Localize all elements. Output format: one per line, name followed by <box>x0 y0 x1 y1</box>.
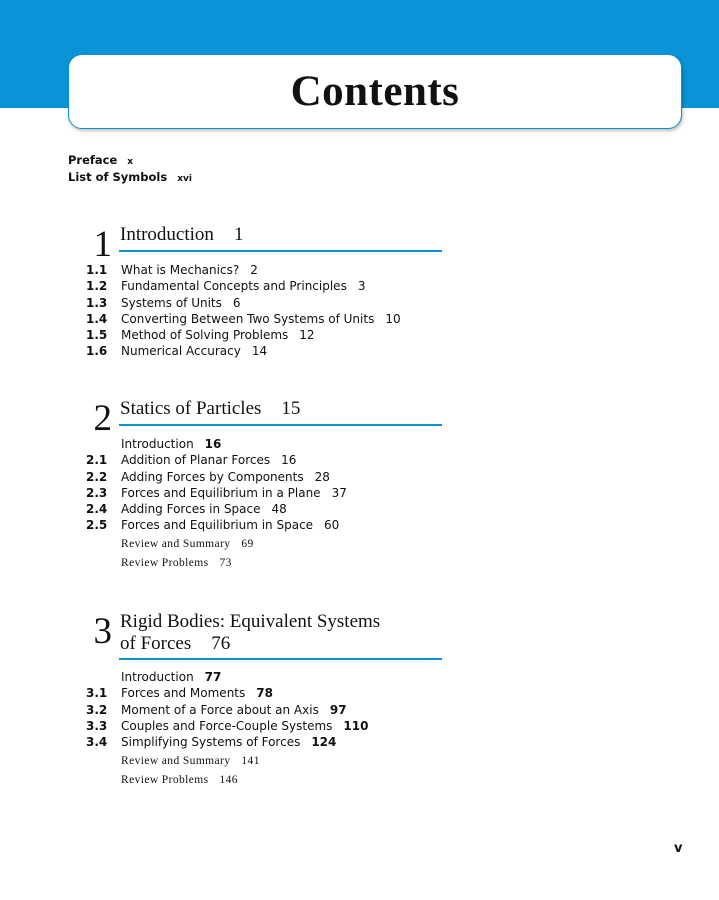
chapter-page: 15 <box>281 398 301 419</box>
chapter-number: 2 <box>93 398 112 439</box>
chapter-title-line1: Rigid Bodies: Equivalent Systems <box>120 611 381 632</box>
toc-entry-review-problems[interactable] <box>121 557 232 569</box>
section-number: 2.3 <box>86 486 108 500</box>
front-matter-label: List of Symbols <box>68 170 168 184</box>
review-title: Review Problems <box>121 774 209 786</box>
toc-entry-review-summary[interactable] <box>121 538 254 550</box>
toc-entry-list-of-symbols[interactable] <box>68 170 192 184</box>
page-number: xvi <box>177 174 192 184</box>
toc-entry-preface[interactable] <box>68 153 133 167</box>
page-title: Contents <box>290 68 460 115</box>
page-number: 37 <box>331 486 347 500</box>
section-title: Adding Forces in Space <box>121 502 261 516</box>
section-number: 2.1 <box>86 453 108 467</box>
chapter-number: 1 <box>93 224 112 265</box>
page-number: 6 <box>232 296 241 310</box>
section-title: Forces and Moments <box>121 686 246 700</box>
intro-title: Introduction <box>121 437 194 451</box>
section-number: 1.3 <box>86 296 108 310</box>
page-number: 16 <box>281 453 297 467</box>
page-number: 124 <box>311 735 337 749</box>
section-title: Method of Solving Problems <box>121 328 289 342</box>
chapter-title-line2: of Forces <box>120 633 192 654</box>
page-number: 12 <box>299 328 315 342</box>
title-box <box>68 54 682 129</box>
section-number: 2.2 <box>86 470 108 484</box>
section-number: 3.2 <box>86 703 108 717</box>
section-title: Addition of Planar Forces <box>121 453 271 467</box>
front-matter-label: Preface <box>68 153 118 167</box>
page-number: 73 <box>219 557 232 569</box>
chapter-title[interactable] <box>120 224 440 246</box>
section-number: 3.3 <box>86 719 108 733</box>
section-title: Forces and Equilibrium in a Plane <box>121 486 321 500</box>
section-title: Moment of a Force about an Axis <box>121 703 319 717</box>
chapter-number: 3 <box>93 611 112 652</box>
section-title: Converting Between Two Systems of Units <box>121 312 375 326</box>
toc-entry-review-summary[interactable] <box>121 755 260 767</box>
page-number: 2 <box>250 263 258 277</box>
section-title: Couples and Force-Couple Systems <box>121 719 333 733</box>
page-number: 110 <box>343 719 369 733</box>
section-title: What is Mechanics? <box>121 263 240 277</box>
section-title: Simplifying Systems of Forces <box>121 735 301 749</box>
page-number: 14 <box>251 344 268 358</box>
section-number: 1.6 <box>86 344 108 358</box>
intro-title: Introduction <box>121 670 194 684</box>
page-number: 3 <box>357 279 366 293</box>
section-number: 1.4 <box>86 312 108 326</box>
toc-entry-review-problems[interactable] <box>121 774 238 786</box>
chapter-rule <box>119 424 442 426</box>
chapter-rule <box>119 250 442 252</box>
section-title: Adding Forces by Components <box>121 470 304 484</box>
chapter-page: 76 <box>211 633 231 654</box>
page-number: 78 <box>256 686 273 700</box>
section-title: Fundamental Concepts and Principles <box>121 279 347 293</box>
page-number: x <box>127 157 134 167</box>
page-number: 10 <box>385 312 401 326</box>
page-number: 141 <box>241 755 260 767</box>
page-number: 28 <box>314 470 330 484</box>
section-number: 1.2 <box>86 279 108 293</box>
page-number: 146 <box>219 774 238 786</box>
chapter-rule <box>119 658 442 660</box>
section-number: 3.4 <box>86 735 108 749</box>
review-title: Review Problems <box>121 557 209 569</box>
section-title: Numerical Accuracy <box>121 344 241 358</box>
page-folio: v <box>674 841 683 856</box>
chapter-title-text: Introduction <box>120 224 214 245</box>
section-title: Systems of Units <box>121 296 222 310</box>
section-number: 1.1 <box>86 263 108 277</box>
page-number: 69 <box>241 538 254 550</box>
section-number: 1.5 <box>86 328 108 342</box>
section-title: Forces and Equilibrium in Space <box>121 518 314 532</box>
page-number: 16 <box>204 437 222 451</box>
page-number: 48 <box>271 502 287 516</box>
section-number: 3.1 <box>86 686 108 700</box>
chapter-page: 1 <box>233 224 244 245</box>
page-number: 77 <box>204 670 222 684</box>
chapter-title[interactable] <box>120 611 440 655</box>
page-number: 60 <box>324 518 340 532</box>
section-number: 2.4 <box>86 502 108 516</box>
review-title: Review and Summary <box>121 755 231 767</box>
page-number: 97 <box>329 703 347 717</box>
chapter-title-text: Statics of Particles <box>120 398 262 419</box>
chapter-title[interactable] <box>120 398 440 420</box>
review-title: Review and Summary <box>121 538 231 550</box>
section-number: 2.5 <box>86 518 108 532</box>
